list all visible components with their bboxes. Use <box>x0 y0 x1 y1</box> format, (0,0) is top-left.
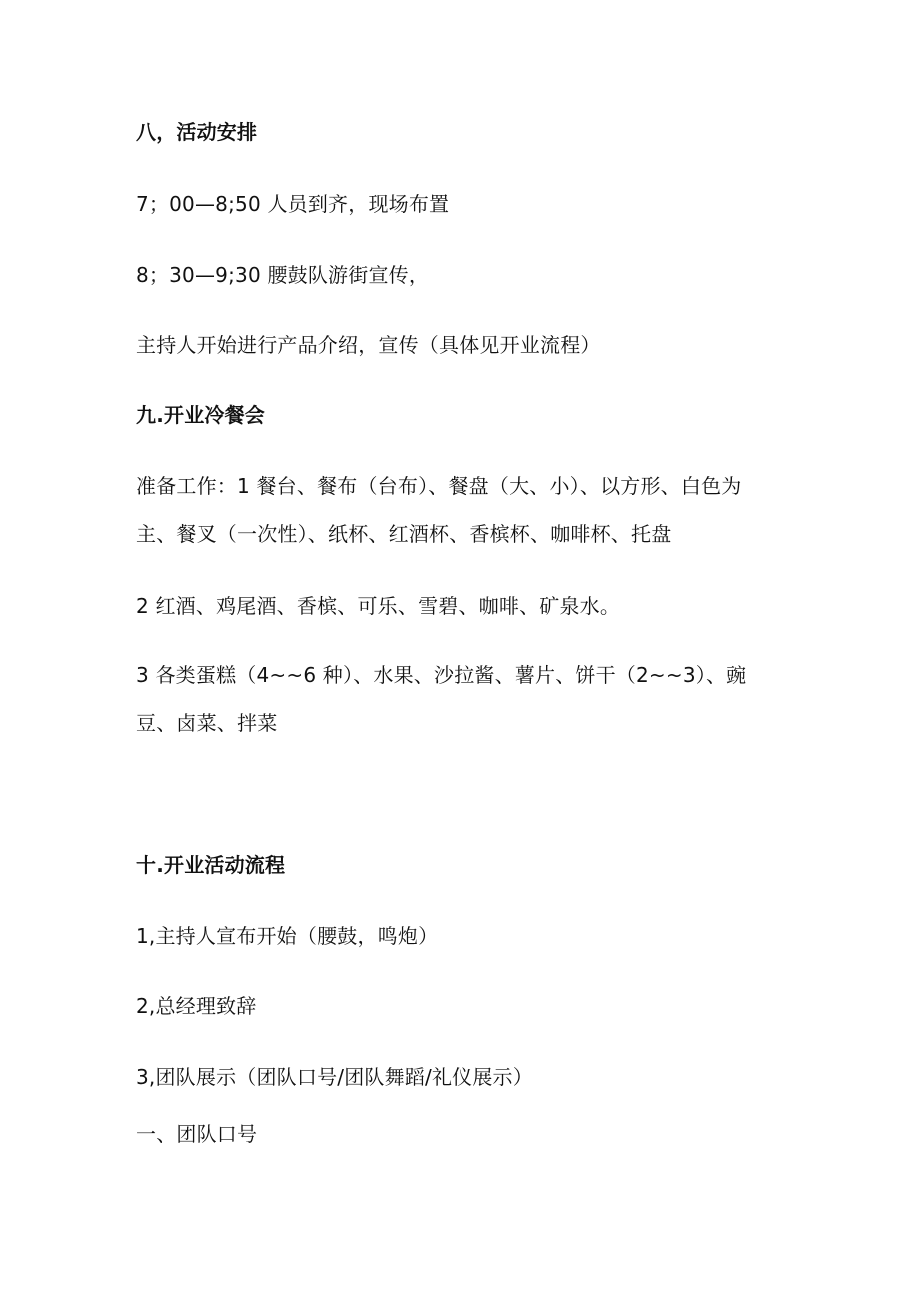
section-8-line-3: 主持人开始进行产品介绍，宣传（具体见开业流程） <box>136 333 601 357</box>
section-9-heading: 九.开业冷餐会 <box>136 403 265 427</box>
section-9-item-2: 2 红酒、鸡尾酒、香槟、可乐、雪碧、咖啡、矿泉水。 <box>136 594 621 618</box>
section-8-line-2: 8；30—9;30 腰鼓队游街宣传， <box>136 263 430 287</box>
section-10-line-1: 1,主持人宣布开始（腰鼓，鸣炮） <box>136 924 439 948</box>
section-10-line-2: 2,总经理致辞 <box>136 994 257 1018</box>
section-10-line-4: 一、团队口号 <box>136 1122 258 1146</box>
section-8-line-1: 7；00—8;50 人员到齐，现场布置 <box>136 192 450 216</box>
section-9-item-3-line-2: 豆、卤菜、拌菜 <box>136 711 278 735</box>
section-10-line-3: 3,团队展示（团队口号/团队舞蹈/礼仪展示） <box>136 1065 533 1089</box>
section-10-heading: 十.开业活动流程 <box>136 853 286 877</box>
section-9-item-1-line-2: 主、餐叉（一次性）、纸杯、红酒杯、香槟杯、咖啡杯、托盘 <box>136 522 672 546</box>
section-9-item-3-line-1: 3 各类蛋糕（4~~6 种）、水果、沙拉酱、薯片、饼干（2~~3）、豌 <box>136 663 747 687</box>
section-9-item-1-line-1: 准备工作：1 餐台、餐布（台布）、餐盘（大、小）、以方形、白色为 <box>136 474 742 498</box>
section-8-heading: 八，活动安排 <box>136 120 258 144</box>
